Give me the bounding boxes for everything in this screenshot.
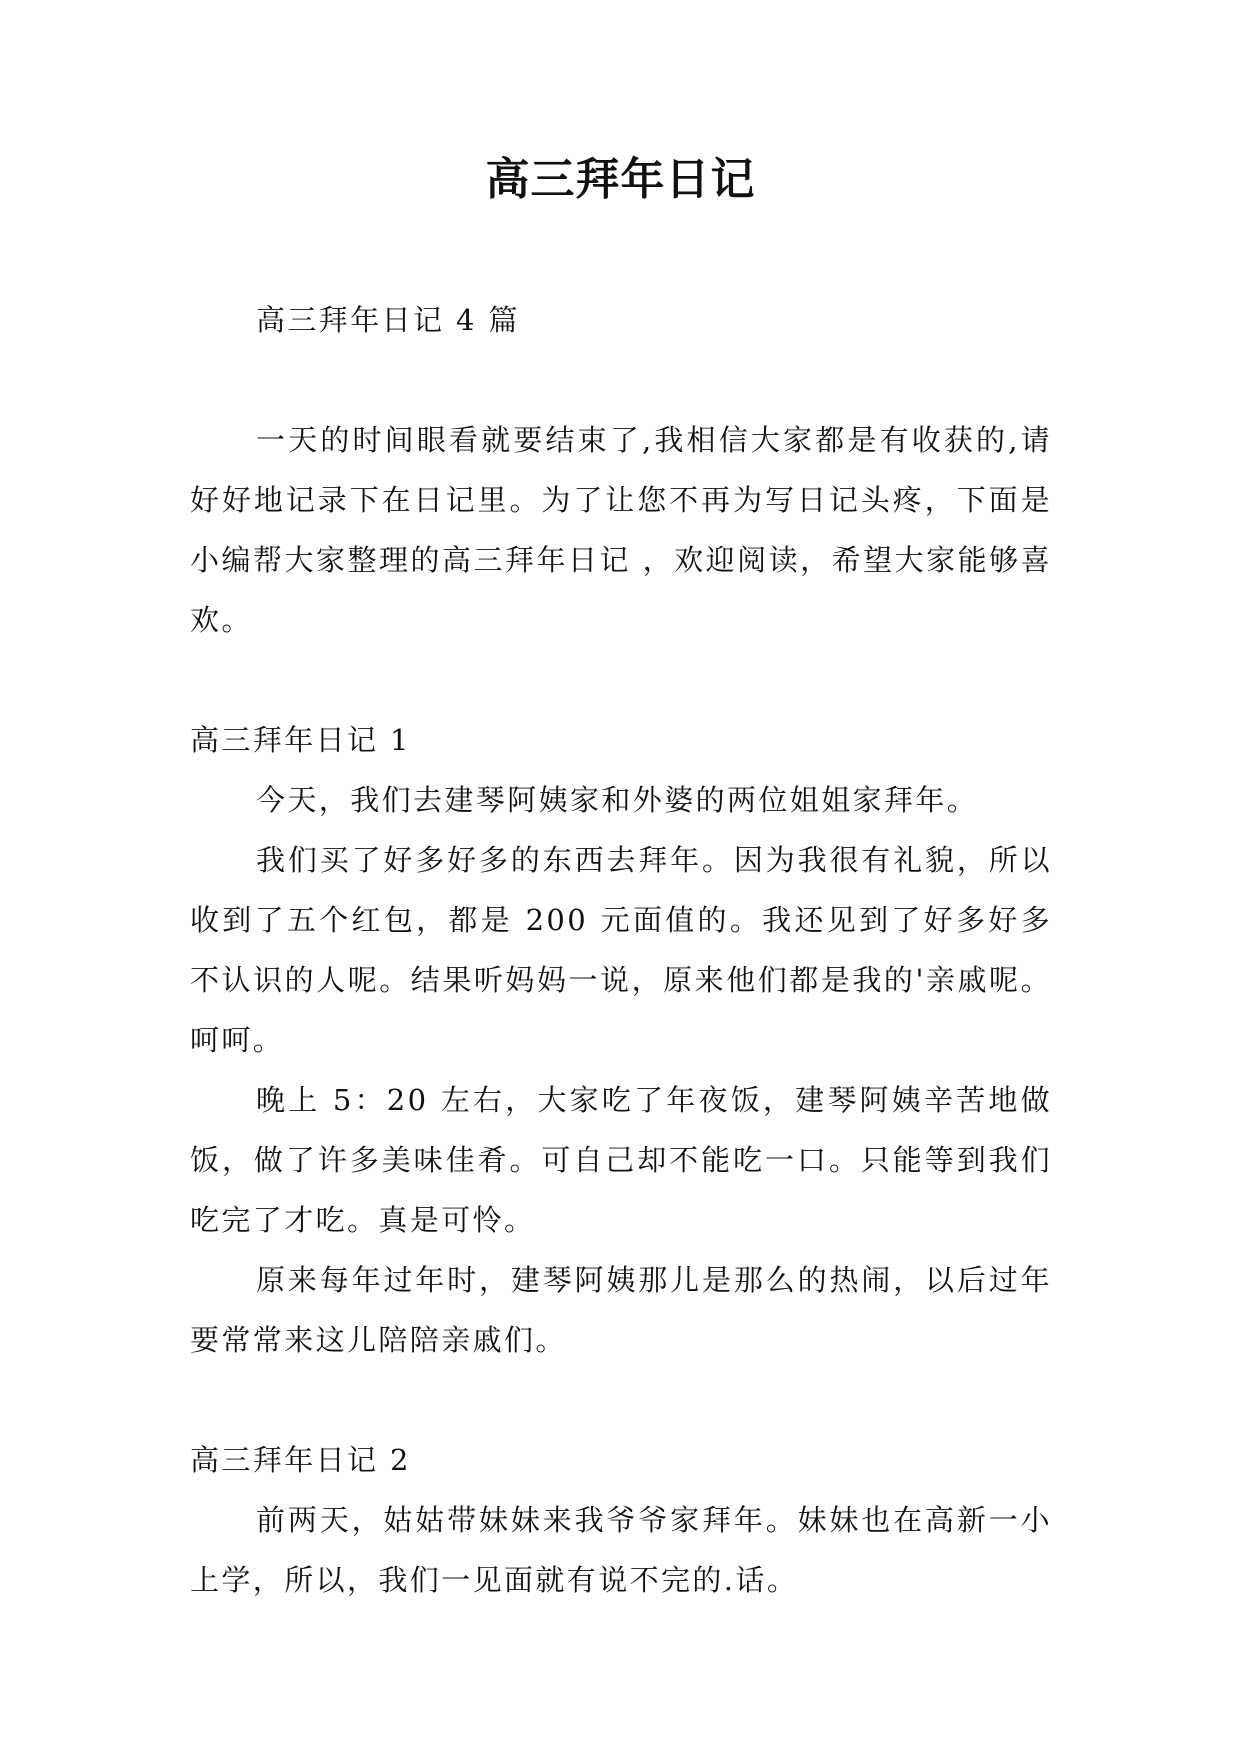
section-1-paragraph-2: 我们买了好多好多的东西去拜年。因为我很有礼貌，所以收到了五个红包，都是 200 元面值的。我还见到了好多好多不认识的人呢。结果听妈妈一说，原来他们都是我的'亲戚呢。呵呵。 <box>190 843 1052 1057</box>
section-heading-1: 高三拜年日记 1 <box>190 723 411 757</box>
intro-paragraph: 一天的时间眼看就要结束了,我相信大家都是有收获的,请好好地记录下在日记里。为了让您不再为写日记头疼，下面是小编帮大家整理的高三拜年日记 ，欢迎阅读，希望大家能够喜欢。 <box>190 423 1052 637</box>
section-2-paragraph-1: 前两天，姑姑带妹妹来我爷爷家拜年。妹妹也在高新一小上学，所以，我们一见面就有说不完的.话。 <box>190 1503 1052 1597</box>
document-title: 高三拜年日记 <box>485 154 756 205</box>
document-subtitle: 高三拜年日记 4 篇 <box>256 303 520 337</box>
section-1-paragraph-4: 原来每年过年时，建琴阿姨那儿是那么的热闹，以后过年要常常来这儿陪陪亲戚们。 <box>190 1263 1052 1357</box>
document-body <box>190 290 1052 1610</box>
section-heading-2: 高三拜年日记 2 <box>190 1443 411 1477</box>
section-1-paragraph-1: 今天，我们去建琴阿姨家和外婆的两位姐姐家拜年。 <box>256 783 979 817</box>
section-1-paragraph-3: 晚上 5：20 左右，大家吃了年夜饭，建琴阿姨辛苦地做饭，做了许多美味佳肴。可自己却不能吃一口。只能等到我们吃完了才吃。真是可怜。 <box>190 1083 1052 1237</box>
